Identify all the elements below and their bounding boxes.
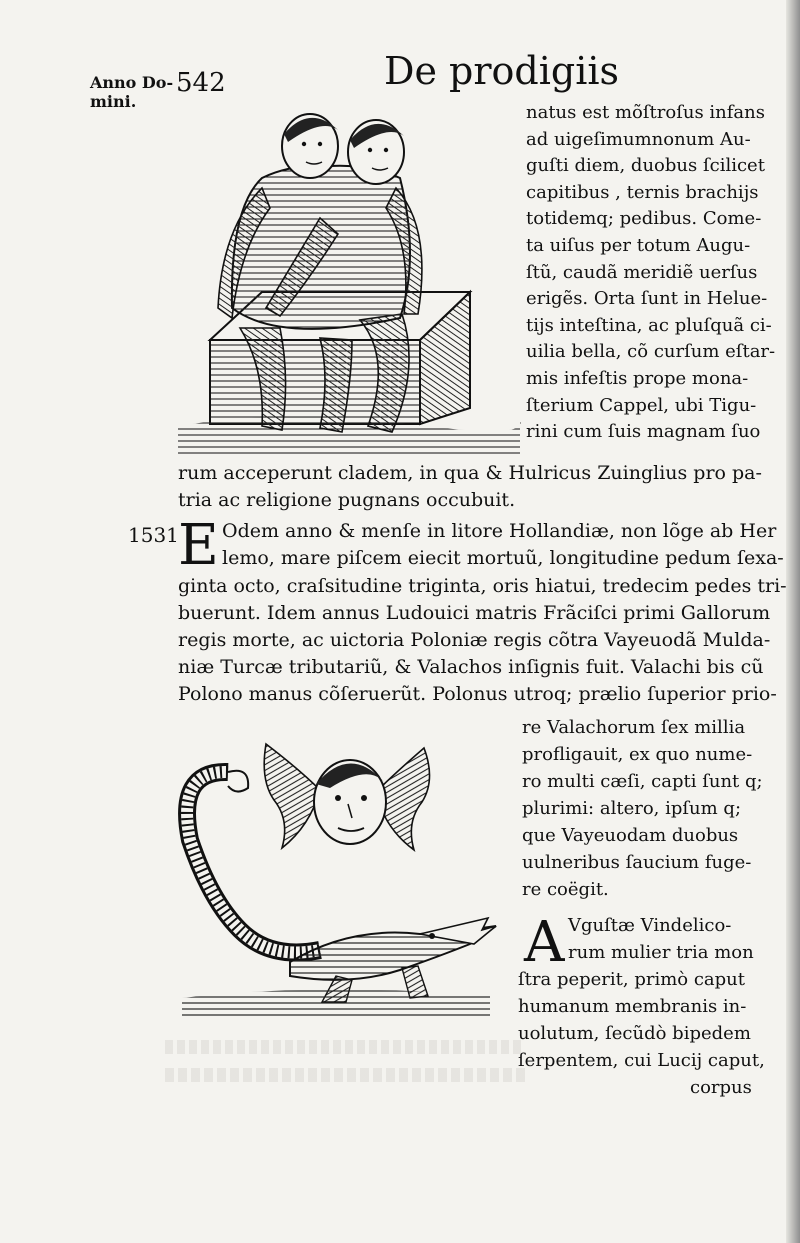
text-line: natus est mõſtroſus infans: [526, 102, 765, 123]
text-line: tijs inteſtina, ac pluſquã ci-: [526, 314, 772, 336]
text-line: Odem anno & menſe in litore Hollandiæ, non lõge ab Her: [222, 520, 777, 542]
text-line: uolutum, ſecũdò bipedem: [518, 1023, 751, 1044]
text-line: tria ac religione pugnans occubuit.: [178, 489, 516, 511]
drop-cap: E: [178, 513, 219, 578]
text-line: re coëgit.: [522, 879, 609, 900]
text-line: re Valachorum ſex millia: [522, 717, 746, 738]
text-line: buerunt. Idem annus Ludouici matris Frãciſci primi Gallorum: [178, 602, 771, 624]
text-line: lemo, mare piſcem eiecit mortuũ, longitudine pedum ſexa-: [222, 547, 784, 569]
text-line: ſterium Cappel, ubi Tigu-: [526, 394, 757, 416]
drop-cap: A: [524, 910, 565, 975]
text-line: humanum membranis in-: [518, 996, 747, 1017]
margin-year: 1531: [128, 523, 179, 547]
text-line: ro multi cæſi, capti ſunt q;: [522, 771, 763, 792]
margin-date-label-line1: Anno Do-: [90, 73, 174, 92]
text-line: ſtra peperit, primò caput: [518, 969, 746, 990]
text-line: rum mulier tria mon: [568, 942, 754, 963]
catchword: corpus: [690, 1077, 752, 1098]
text-line: capitibus , ternis brachijs: [526, 181, 759, 203]
text-line: profligauit, ex quo nume-: [522, 744, 753, 765]
text-line: Polono manus cõſeruerũt. Polonus utroq; prælio ſuperior prio-: [178, 683, 777, 705]
text-line: erigẽs. Orta ſunt in Helue-: [526, 288, 768, 310]
text-line: ta uiſus per totum Augu-: [526, 235, 751, 256]
page-number: 542: [176, 68, 226, 98]
text-line: que Vayeuodam duobus: [522, 825, 739, 846]
text-line: regis morte, ac uictoria Poloniæ regis cõtra Vayeuodã Mulda-: [178, 629, 771, 651]
text-line: ginta octo, craſsitudine triginta, oris hiatui, tredecim pedes tri-: [178, 575, 787, 597]
text-line: rum acceperunt cladem, in qua & Hulricus Zuinglius pro pa-: [178, 462, 762, 484]
text-line: ſtũ, caudã meridiẽ uerſus: [526, 261, 758, 283]
text-line: rini cum ſuis magnam ſuo: [526, 421, 761, 443]
text-line: totidemq; pedibus. Come-: [526, 208, 762, 230]
text-line: uilia bella, cõ curſum eſtar-: [526, 341, 776, 363]
winged-head-serpent-woodcut-icon: [170, 730, 518, 1020]
conjoined-twins-woodcut-icon: [170, 108, 522, 454]
margin-date-label-line2: mini.: [90, 92, 137, 111]
text-line: plurimi: altero, ipſum q;: [522, 798, 742, 819]
text-line: uulneribus ſaucium fuge-: [522, 852, 752, 873]
page-title: De prodigiis: [384, 49, 620, 93]
text-line: ad uigeſimumnonum Au-: [526, 128, 751, 150]
text-line: Vguſtæ Vindelico-: [568, 915, 732, 936]
page-edge-shadow: [786, 0, 800, 1243]
text-line: ſerpentem, cui Lucij caput,: [518, 1050, 765, 1071]
text-line: mis infeſtis prope mona-: [526, 368, 749, 389]
text-line: guſti diem, duobus ſcilicet: [526, 155, 765, 177]
text-line: niæ Turcæ tributariũ, & Valachos inſignis fuit. Valachi bis cũ: [178, 656, 764, 678]
